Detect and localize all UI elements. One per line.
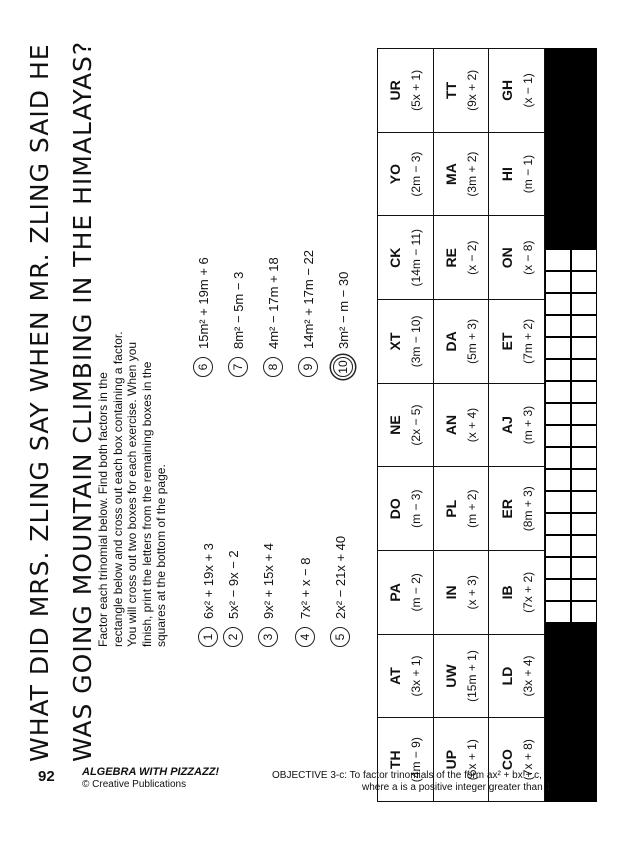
problem-number: 3 bbox=[258, 627, 278, 647]
page-number: 92 bbox=[38, 768, 55, 785]
grid-cell[interactable]: TH (4m − 9) bbox=[378, 718, 434, 802]
problem-6 bbox=[193, 257, 213, 377]
grid-cell[interactable]: DO (m − 3) bbox=[378, 467, 434, 551]
grid-cell[interactable]: HI (m − 1) bbox=[489, 132, 545, 216]
grid-cell[interactable]: RE (x − 2) bbox=[433, 216, 489, 300]
answer-row bbox=[571, 249, 597, 623]
problem-expression: 4m² − 17m + 18 bbox=[265, 257, 281, 349]
answer-box[interactable] bbox=[545, 447, 571, 469]
problem-2 bbox=[223, 550, 243, 647]
answer-box[interactable] bbox=[545, 249, 571, 271]
objective-line-1: OBJECTIVE 3-c: To factor trinomials of the form ax² + bx + c, bbox=[272, 770, 542, 781]
answer-box[interactable] bbox=[545, 403, 571, 425]
grid-cell[interactable]: PL (m + 2) bbox=[433, 467, 489, 551]
grid-row bbox=[378, 49, 434, 802]
problem-3 bbox=[258, 543, 278, 647]
title-line-2: WAS GOING MOUNTAIN CLIMBING IN THE HIMALAYAS? bbox=[68, 40, 97, 762]
answer-box[interactable] bbox=[571, 513, 597, 535]
grid-cell[interactable]: XT (3m − 10) bbox=[378, 300, 434, 384]
instructions: Factor each trinomial below. Find both factors in the rectangle below and cross out each box containing a factor. You will cross out two boxes for each exercise. When you finish, print the letters from the remaining boxes in the squares at the bottom of the page. bbox=[96, 331, 168, 647]
answer-box[interactable] bbox=[571, 381, 597, 403]
answer-box[interactable] bbox=[545, 315, 571, 337]
answer-box[interactable] bbox=[545, 513, 571, 535]
grid-cell[interactable]: YO (2m − 3) bbox=[378, 132, 434, 216]
grid-cell[interactable]: DA (5m + 3) bbox=[433, 300, 489, 384]
grid-cell[interactable]: NE (2x − 5) bbox=[378, 383, 434, 467]
answer-box[interactable] bbox=[545, 271, 571, 293]
answer-box[interactable] bbox=[571, 447, 597, 469]
grid-cell[interactable]: ET (7m + 2) bbox=[489, 300, 545, 384]
grid-cell[interactable]: UR (5x + 1) bbox=[378, 49, 434, 133]
grid-cell[interactable]: GH (x − 1) bbox=[489, 49, 545, 133]
grid-row bbox=[489, 49, 545, 802]
answer-box[interactable] bbox=[571, 359, 597, 381]
grid-cell[interactable]: CO (7x + 8) bbox=[489, 718, 545, 802]
answer-box[interactable] bbox=[571, 403, 597, 425]
grid-cell[interactable]: AT (3x + 1) bbox=[378, 634, 434, 718]
answer-row bbox=[545, 249, 571, 623]
problem-number: 2 bbox=[223, 627, 243, 647]
objective-line-2: where a is a positive integer greater than 1 bbox=[362, 782, 551, 793]
answer-box[interactable] bbox=[571, 557, 597, 579]
answer-box[interactable] bbox=[545, 535, 571, 557]
problem-expression: 3m² − m − 30 bbox=[335, 271, 351, 349]
answer-box[interactable] bbox=[545, 579, 571, 601]
answer-box[interactable] bbox=[571, 271, 597, 293]
answer-box[interactable] bbox=[571, 249, 597, 271]
factor-grid bbox=[377, 48, 545, 802]
book-title: ALGEBRA WITH PIZZAZZ! bbox=[82, 766, 220, 778]
problem-number: 4 bbox=[295, 627, 315, 647]
publisher: © Creative Publications bbox=[82, 779, 187, 790]
answer-box[interactable] bbox=[545, 381, 571, 403]
grid-cell[interactable]: PA (m − 2) bbox=[378, 551, 434, 635]
problem-number: 10 bbox=[333, 357, 353, 377]
answer-box[interactable] bbox=[545, 293, 571, 315]
problem-4 bbox=[295, 558, 315, 647]
problem-number: 7 bbox=[228, 357, 248, 377]
problem-expression: 9x² + 15x + 4 bbox=[260, 543, 276, 619]
answer-box[interactable] bbox=[545, 425, 571, 447]
grid-cell[interactable]: ER (8m + 3) bbox=[489, 467, 545, 551]
problem-expression: 14m² + 17m − 22 bbox=[300, 250, 316, 349]
grid-cell[interactable]: ON (x − 8) bbox=[489, 216, 545, 300]
problem-number: 6 bbox=[193, 357, 213, 377]
answer-box[interactable] bbox=[545, 359, 571, 381]
grid-cell[interactable]: LD (3x + 4) bbox=[489, 634, 545, 718]
grid-cell[interactable]: CK (14m − 11) bbox=[378, 216, 434, 300]
grid-cell[interactable]: UP (6x + 1) bbox=[433, 718, 489, 802]
grid-cell[interactable]: TT (9x + 2) bbox=[433, 49, 489, 133]
book-credit bbox=[82, 766, 219, 791]
answer-box[interactable] bbox=[545, 337, 571, 359]
problem-9 bbox=[298, 250, 318, 377]
answer-box[interactable] bbox=[571, 425, 597, 447]
problem-expression: 7x² + x − 8 bbox=[297, 557, 313, 619]
answer-box[interactable] bbox=[571, 337, 597, 359]
objective bbox=[272, 770, 551, 794]
problem-number: 8 bbox=[263, 357, 283, 377]
grid-cell[interactable]: IB (7x + 2) bbox=[489, 551, 545, 635]
grid-cell[interactable]: IN (x + 3) bbox=[433, 551, 489, 635]
grid-row bbox=[433, 49, 489, 802]
grid-cell[interactable]: AJ (m + 3) bbox=[489, 383, 545, 467]
title-line-1: WHAT DID MRS. ZLING SAY WHEN MR. ZLING SAID HE bbox=[25, 43, 54, 762]
problem-expression: 8m² − 5m − 3 bbox=[230, 271, 246, 349]
answer-box[interactable] bbox=[545, 469, 571, 491]
grid-cell[interactable]: MA (3m + 2) bbox=[433, 132, 489, 216]
answer-box[interactable] bbox=[571, 293, 597, 315]
problem-number: 1 bbox=[198, 627, 218, 647]
answer-box[interactable] bbox=[545, 491, 571, 513]
grid-cell[interactable]: UW (15m + 1) bbox=[433, 634, 489, 718]
answer-box[interactable] bbox=[545, 601, 571, 623]
problem-expression: 2x² − 21x + 40 bbox=[332, 535, 348, 619]
answer-box[interactable] bbox=[571, 601, 597, 623]
problem-number: 9 bbox=[298, 357, 318, 377]
problem-number: 5 bbox=[330, 627, 350, 647]
problem-expression: 15m² + 19m + 6 bbox=[195, 257, 211, 349]
answer-box[interactable] bbox=[545, 557, 571, 579]
answer-squares bbox=[545, 249, 597, 623]
answer-box[interactable] bbox=[571, 579, 597, 601]
problem-expression: 5x² − 9x − 2 bbox=[225, 550, 241, 619]
answer-box[interactable] bbox=[571, 491, 597, 513]
problem-10 bbox=[333, 272, 353, 377]
answer-box[interactable] bbox=[571, 469, 597, 491]
answer-box[interactable] bbox=[571, 315, 597, 337]
problem-expression: 6x² + 19x + 3 bbox=[200, 543, 216, 619]
problem-1 bbox=[198, 543, 218, 647]
problem-5 bbox=[330, 536, 350, 647]
answer-box[interactable] bbox=[571, 535, 597, 557]
grid-cell[interactable]: AN (x + 4) bbox=[433, 383, 489, 467]
page-title bbox=[18, 22, 104, 762]
problem-8 bbox=[263, 257, 283, 377]
problem-7 bbox=[228, 272, 248, 377]
